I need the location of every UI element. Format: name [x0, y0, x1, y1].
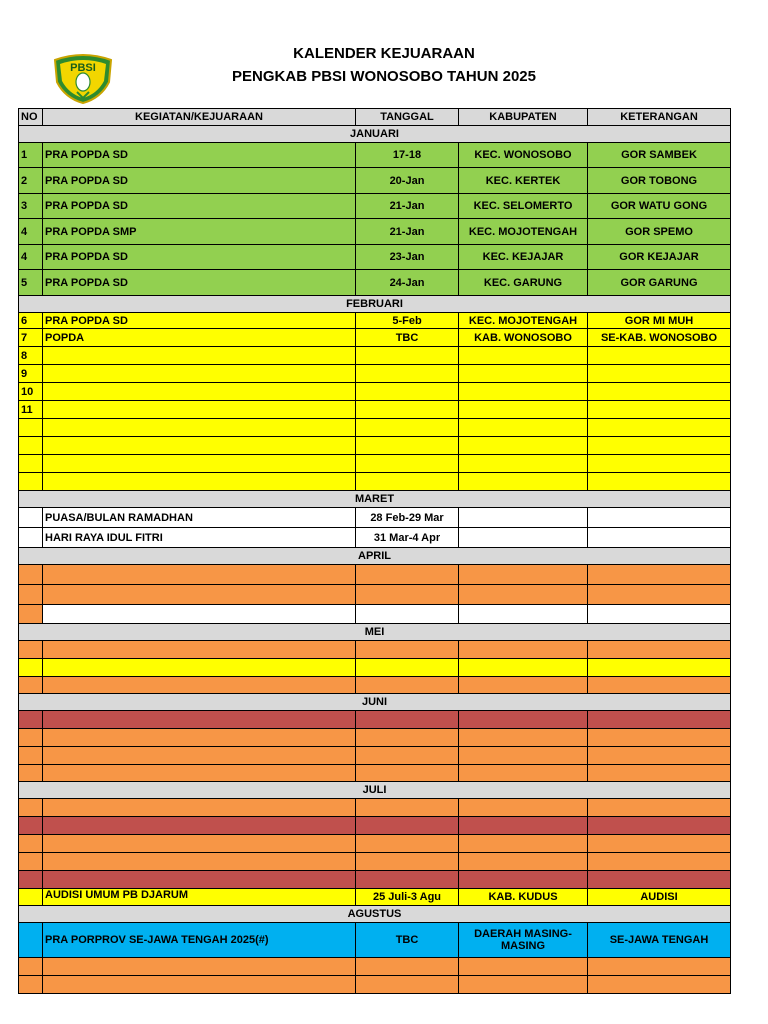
cell-keterangan [588, 641, 731, 659]
month-row-agustus [19, 906, 731, 923]
cell-no: 4 [19, 219, 43, 245]
cell-no: 11 [19, 401, 43, 419]
cell-kabupaten: KAB. WONOSOBO [459, 329, 588, 347]
cell-kabupaten [459, 677, 588, 694]
cell-keterangan: AUDISI [588, 889, 731, 906]
table-row [19, 455, 731, 473]
table-row [19, 659, 731, 677]
cell-date [356, 853, 459, 871]
cell-date [356, 747, 459, 765]
table-row [19, 168, 731, 194]
cell-keterangan [588, 871, 731, 889]
cell-no [19, 565, 43, 585]
cell-no [19, 711, 43, 729]
cell-event: PRA POPDA SD [43, 194, 356, 219]
cell-event: AUDISI UMUM PB DJARUM [43, 889, 356, 906]
month-row-februari [19, 296, 731, 313]
cell-no [19, 473, 43, 491]
cell-date [356, 976, 459, 994]
cell-kabupaten [459, 958, 588, 976]
header-kabupaten: KABUPATEN [459, 109, 588, 126]
cell-keterangan [588, 585, 731, 605]
cell-kabupaten [459, 765, 588, 782]
table-row [19, 313, 731, 329]
cell-date [356, 765, 459, 782]
cell-event [43, 659, 356, 677]
cell-kabupaten [459, 528, 588, 548]
cell-date [356, 871, 459, 889]
cell-kabupaten [459, 747, 588, 765]
cell-kabupaten [459, 871, 588, 889]
cell-event [43, 711, 356, 729]
cell-keterangan [588, 347, 731, 365]
cell-event: PRA POPDA SD [43, 143, 356, 168]
cell-keterangan: GOR MI MUH [588, 313, 731, 329]
cell-keterangan: SE-JAWA TENGAH [588, 923, 731, 958]
table-row [19, 329, 731, 347]
cell-kabupaten: KEC. KERTEK [459, 168, 588, 194]
cell-keterangan [588, 711, 731, 729]
cell-date [356, 383, 459, 401]
cell-event [43, 605, 356, 624]
table-row [19, 605, 731, 624]
cell-no [19, 641, 43, 659]
cell-no [19, 853, 43, 871]
cell-no [19, 585, 43, 605]
month-label: AGUSTUS [19, 906, 731, 923]
month-row-april [19, 548, 731, 565]
cell-keterangan [588, 799, 731, 817]
cell-no [19, 747, 43, 765]
cell-date: 21-Jan [356, 219, 459, 245]
header-kegiatan: KEGIATAN/KEJUARAAN [43, 109, 356, 126]
cell-kabupaten [459, 729, 588, 747]
cell-kabupaten [459, 817, 588, 835]
cell-keterangan [588, 958, 731, 976]
table-row [19, 817, 731, 835]
cell-keterangan [588, 659, 731, 677]
cell-kabupaten [459, 383, 588, 401]
cell-event [43, 401, 356, 419]
cell-keterangan [588, 565, 731, 585]
cell-keterangan: GOR TOBONG [588, 168, 731, 194]
cell-event [43, 976, 356, 994]
month-label: MEI [19, 624, 731, 641]
cell-event [43, 747, 356, 765]
cell-keterangan: GOR SAMBEK [588, 143, 731, 168]
cell-event [43, 641, 356, 659]
table-row [19, 383, 731, 401]
cell-event: HARI RAYA IDUL FITRI [43, 528, 356, 548]
cell-no [19, 923, 43, 958]
cell-keterangan: GOR SPEMO [588, 219, 731, 245]
cell-event [43, 677, 356, 694]
cell-date: 21-Jan [356, 194, 459, 219]
cell-no: 5 [19, 270, 43, 296]
cell-keterangan [588, 473, 731, 491]
cell-event: PRA POPDA SMP [43, 219, 356, 245]
cell-kabupaten [459, 659, 588, 677]
cell-no [19, 799, 43, 817]
table-row [19, 889, 731, 906]
cell-event: PRA POPDA SD [43, 313, 356, 329]
cell-date [356, 677, 459, 694]
header-no: NO [19, 109, 43, 126]
table-row [19, 641, 731, 659]
cell-keterangan [588, 605, 731, 624]
cell-date [356, 437, 459, 455]
cell-date: 25 Juli-3 Agu [356, 889, 459, 906]
cell-event [43, 585, 356, 605]
cell-event [43, 455, 356, 473]
cell-date [356, 365, 459, 383]
cell-event [43, 799, 356, 817]
table-row [19, 270, 731, 296]
cell-keterangan [588, 835, 731, 853]
cell-keterangan [588, 729, 731, 747]
cell-kabupaten [459, 853, 588, 871]
cell-kabupaten: KEC. WONOSOBO [459, 143, 588, 168]
cell-no [19, 889, 43, 906]
table-row [19, 677, 731, 694]
cell-kabupaten [459, 976, 588, 994]
cell-date [356, 605, 459, 624]
cell-kabupaten: DAERAH MASING-MASING [459, 923, 588, 958]
cell-no [19, 659, 43, 677]
cell-no [19, 437, 43, 455]
month-row-mei [19, 624, 731, 641]
month-label: JULI [19, 782, 731, 799]
cell-event [43, 419, 356, 437]
cell-event [43, 365, 356, 383]
cell-kabupaten: KEC. MOJOTENGAH [459, 313, 588, 329]
cell-no [19, 455, 43, 473]
cell-keterangan: GOR KEJAJAR [588, 245, 731, 270]
cell-no: 10 [19, 383, 43, 401]
cell-no [19, 958, 43, 976]
table-row [19, 871, 731, 889]
cell-event: PRA POPDA SD [43, 168, 356, 194]
cell-event [43, 729, 356, 747]
table-row [19, 347, 731, 365]
cell-no [19, 528, 43, 548]
table-row [19, 835, 731, 853]
cell-event [43, 835, 356, 853]
cell-kabupaten: KEC. MOJOTENGAH [459, 219, 588, 245]
cell-kabupaten: KEC. KEJAJAR [459, 245, 588, 270]
cell-date [356, 585, 459, 605]
table-row [19, 747, 731, 765]
month-row-juni [19, 694, 731, 711]
cell-date [356, 835, 459, 853]
cell-keterangan: SE-KAB. WONOSOBO [588, 329, 731, 347]
cell-kabupaten [459, 437, 588, 455]
cell-no [19, 605, 43, 624]
cell-no [19, 677, 43, 694]
cell-kabupaten [459, 347, 588, 365]
cell-kabupaten [459, 711, 588, 729]
month-label: JUNI [19, 694, 731, 711]
cell-date [356, 958, 459, 976]
cell-date: 20-Jan [356, 168, 459, 194]
cell-date: TBC [356, 923, 459, 958]
cell-no: 8 [19, 347, 43, 365]
table-header-row [19, 109, 731, 126]
table-row [19, 419, 731, 437]
table-row [19, 245, 731, 270]
table-row [19, 853, 731, 871]
cell-date: 28 Feb-29 Mar [356, 508, 459, 528]
cell-no [19, 729, 43, 747]
header-tanggal: TANGGAL [356, 109, 459, 126]
cell-keterangan [588, 817, 731, 835]
cell-event [43, 473, 356, 491]
cell-event [43, 817, 356, 835]
cell-date [356, 565, 459, 585]
cell-date: 5-Feb [356, 313, 459, 329]
cell-event [43, 347, 356, 365]
document-title: KALENDER KEJUARAAN [293, 45, 475, 62]
table-row [19, 799, 731, 817]
month-label: JANUARI [19, 126, 731, 143]
cell-keterangan [588, 765, 731, 782]
cell-keterangan [588, 437, 731, 455]
cell-keterangan: GOR GARUNG [588, 270, 731, 296]
cell-date [356, 659, 459, 677]
cell-kabupaten [459, 419, 588, 437]
cell-date [356, 473, 459, 491]
cell-keterangan [588, 419, 731, 437]
cell-kabupaten [459, 835, 588, 853]
cell-date: TBC [356, 329, 459, 347]
cell-date [356, 817, 459, 835]
table-row [19, 219, 731, 245]
cell-keterangan: GOR WATU GONG [588, 194, 731, 219]
cell-keterangan [588, 508, 731, 528]
table-row [19, 958, 731, 976]
cell-no [19, 419, 43, 437]
document-subtitle: PENGKAB PBSI WONOSOBO TAHUN 2025 [232, 68, 536, 85]
cell-event [43, 383, 356, 401]
cell-event [43, 871, 356, 889]
cell-no [19, 817, 43, 835]
cell-no: 3 [19, 194, 43, 219]
cell-no [19, 508, 43, 528]
cell-event: PRA POPDA SD [43, 245, 356, 270]
cell-event [43, 765, 356, 782]
cell-kabupaten: KEC. GARUNG [459, 270, 588, 296]
table-row [19, 711, 731, 729]
cell-event [43, 958, 356, 976]
calendar-table [18, 108, 731, 994]
cell-event: PRA PORPROV SE-JAWA TENGAH 2025(#) [43, 923, 356, 958]
cell-keterangan [588, 401, 731, 419]
table-row [19, 194, 731, 219]
cell-kabupaten [459, 473, 588, 491]
table-row [19, 729, 731, 747]
cell-no [19, 835, 43, 853]
table-row [19, 473, 731, 491]
cell-no [19, 976, 43, 994]
cell-no: 1 [19, 143, 43, 168]
cell-date [356, 455, 459, 473]
cell-event: PRA POPDA SD [43, 270, 356, 296]
cell-kabupaten [459, 641, 588, 659]
cell-date [356, 799, 459, 817]
month-row-maret [19, 491, 731, 508]
month-label: FEBRUARI [19, 296, 731, 313]
table-row [19, 585, 731, 605]
month-label: MARET [19, 491, 731, 508]
table-row [19, 508, 731, 528]
cell-no [19, 871, 43, 889]
cell-kabupaten [459, 508, 588, 528]
month-label: APRIL [19, 548, 731, 565]
cell-keterangan [588, 853, 731, 871]
cell-kabupaten [459, 565, 588, 585]
cell-kabupaten: KAB. KUDUS [459, 889, 588, 906]
header-keterangan: KETERANGAN [588, 109, 731, 126]
cell-keterangan [588, 528, 731, 548]
cell-no: 7 [19, 329, 43, 347]
cell-kabupaten [459, 455, 588, 473]
cell-event: PUASA/BULAN RAMADHAN [43, 508, 356, 528]
cell-keterangan [588, 976, 731, 994]
cell-kabupaten [459, 585, 588, 605]
table-row [19, 143, 731, 168]
cell-event [43, 437, 356, 455]
cell-keterangan [588, 365, 731, 383]
cell-date [356, 347, 459, 365]
cell-event: POPDA [43, 329, 356, 347]
table-row [19, 976, 731, 994]
cell-kabupaten [459, 365, 588, 383]
cell-kabupaten [459, 401, 588, 419]
cell-date [356, 711, 459, 729]
cell-no: 4 [19, 245, 43, 270]
cell-keterangan [588, 677, 731, 694]
cell-keterangan [588, 383, 731, 401]
cell-date: 31 Mar-4 Apr [356, 528, 459, 548]
cell-date [356, 401, 459, 419]
cell-kabupaten: KEC. SELOMERTO [459, 194, 588, 219]
cell-no: 9 [19, 365, 43, 383]
svg-text:PBSI: PBSI [70, 62, 96, 74]
table-row [19, 923, 731, 958]
month-row-januari [19, 126, 731, 143]
table-row [19, 528, 731, 548]
cell-date: 17-18 [356, 143, 459, 168]
cell-date: 24-Jan [356, 270, 459, 296]
cell-date: 23-Jan [356, 245, 459, 270]
cell-date [356, 729, 459, 747]
cell-kabupaten [459, 799, 588, 817]
cell-date [356, 641, 459, 659]
cell-no [19, 765, 43, 782]
cell-date [356, 419, 459, 437]
cell-keterangan [588, 455, 731, 473]
table-row [19, 765, 731, 782]
table-row [19, 365, 731, 383]
cell-keterangan [588, 747, 731, 765]
table-row [19, 401, 731, 419]
table-row [19, 565, 731, 585]
cell-kabupaten [459, 605, 588, 624]
cell-event [43, 565, 356, 585]
cell-no: 6 [19, 313, 43, 329]
cell-event [43, 853, 356, 871]
cell-no: 2 [19, 168, 43, 194]
table-row [19, 437, 731, 455]
month-row-juli [19, 782, 731, 799]
